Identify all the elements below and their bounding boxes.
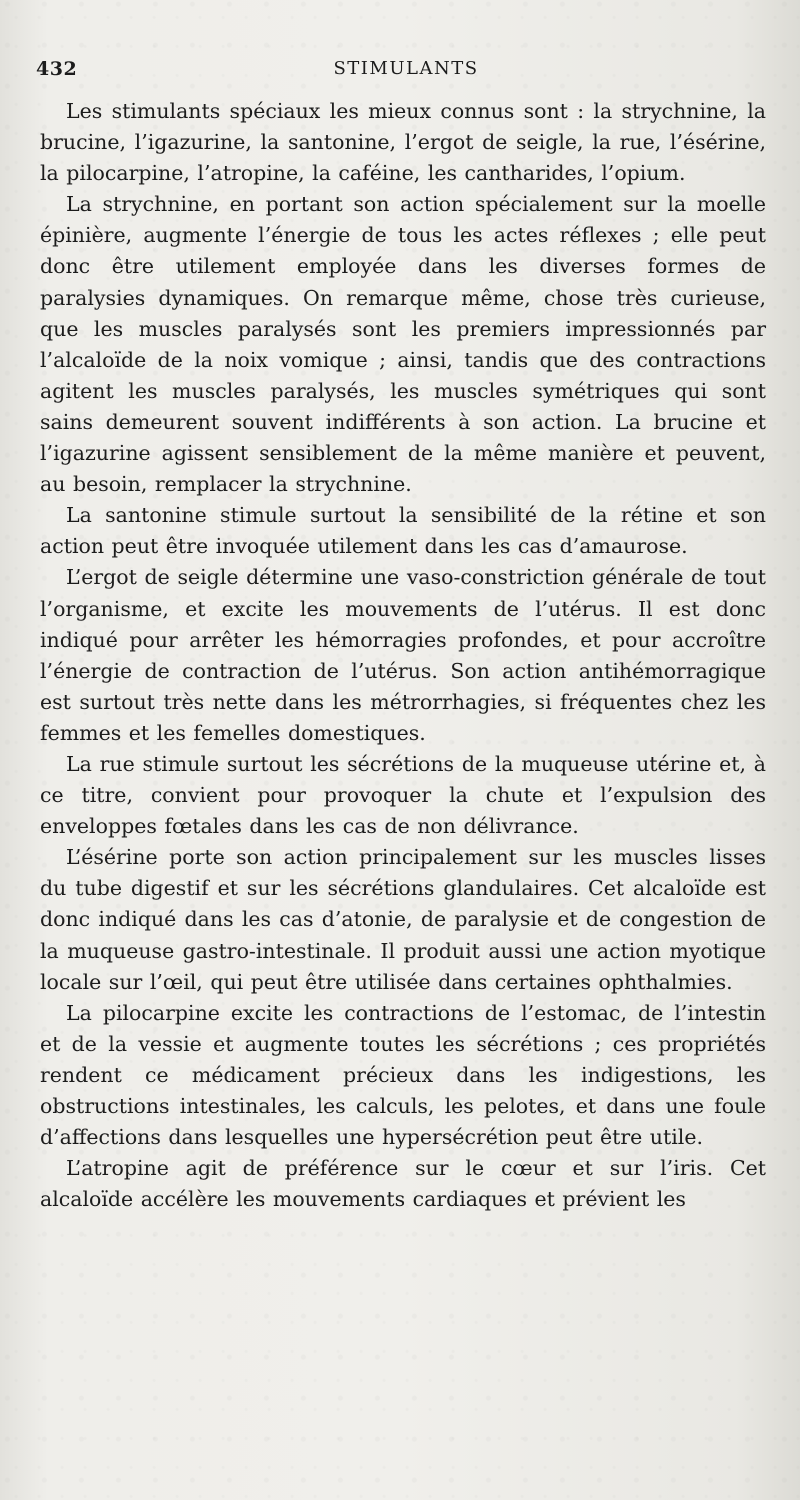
paragraph-strychnine: La strychnine, en portant son action spécialement sur la moelle épinière, augmente l’énergie de tous les actes réflexes ; elle peut donc être utilement employée dans les diverses formes de paralysies dynamiques. On remarque même, chose très curieuse, que les muscles paralysés sont les premiers impressionnés par l’alcaloïde de la noix vomique ; ainsi, tandis que des contractions agitent les muscles paralysés, les muscles symétriques qui sont sains demeurent souvent indifférents à son action. La brucine et l’igazurine agissent sensiblement de la même manière et peuvent, au besoin, remplacer la strychnine. bbox=[40, 192, 766, 497]
paragraph-pilocarpine: La pilocarpine excite les contractions de l’estomac, de l’intestin et de la vessie et augmente toutes les sécrétions ; ces propriétés rendent ce médicament précieux dans les indigestions, les obstructions intestinales, les calculs, les pelotes, et dans une foule d’affections dans lesquelles une hypersécrétion peut être utile. bbox=[40, 1000, 766, 1150]
paragraph-ergot: L’ergot de seigle détermine une vaso-constriction générale de tout l’organisme, et excite les mouvements de l’utérus. Il est donc indiqué pour arrêter les hémorragies profondes, et pour accroître l’énergie de contraction de l’utérus. Son action antihémorragique est surtout très nette dans les métrorrhagies, si fréquentes chez les femmes et les femelles domestiques. bbox=[40, 565, 766, 745]
paragraph-eserine: L’ésérine porte son action principalement sur les muscles lisses du tube digestif et sur les sécrétions glandulaires. Cet alcaloïde est donc indiqué dans les cas d’atonie, de paralysie et de congestion de la muqueuse gastro-intestinale. Il produit aussi une action myotique locale sur l’œil, qui peut être utilisée dans certaines ophthalmies. bbox=[40, 845, 766, 994]
paragraph-rue: La rue stimule surtout les sécrétions de la muqueuse utérine et, à ce titre, convient pour provoquer la chute et l’expulsion des enveloppes fœtales dans les cas de non délivrance. bbox=[40, 751, 766, 839]
paragraph-stimulants-list: Les stimulants spéciaux les mieux connus sont : la strychnine, la brucine, l’igazurine, la santonine, l’ergot de seigle, la rue, l’ésérine, la pilocarpine, l’atropine, la caféine, les cantharides, l’opium. bbox=[40, 99, 766, 186]
page-number: 432 bbox=[36, 58, 78, 80]
paragraph-atropine: L’atropine agit de préférence sur le cœur et sur l’iris. Cet alcaloïde accélère les mouvements cardiaques et prévient les bbox=[40, 1156, 766, 1212]
running-head: STIMULANTS bbox=[333, 58, 479, 79]
page-header bbox=[36, 58, 776, 84]
paragraph-santonine: La santonine stimule surtout la sensibilité de la rétine et son action peut être invoquée utilement dans les cas d’amaurose. bbox=[40, 503, 766, 559]
body-text bbox=[40, 96, 766, 1215]
